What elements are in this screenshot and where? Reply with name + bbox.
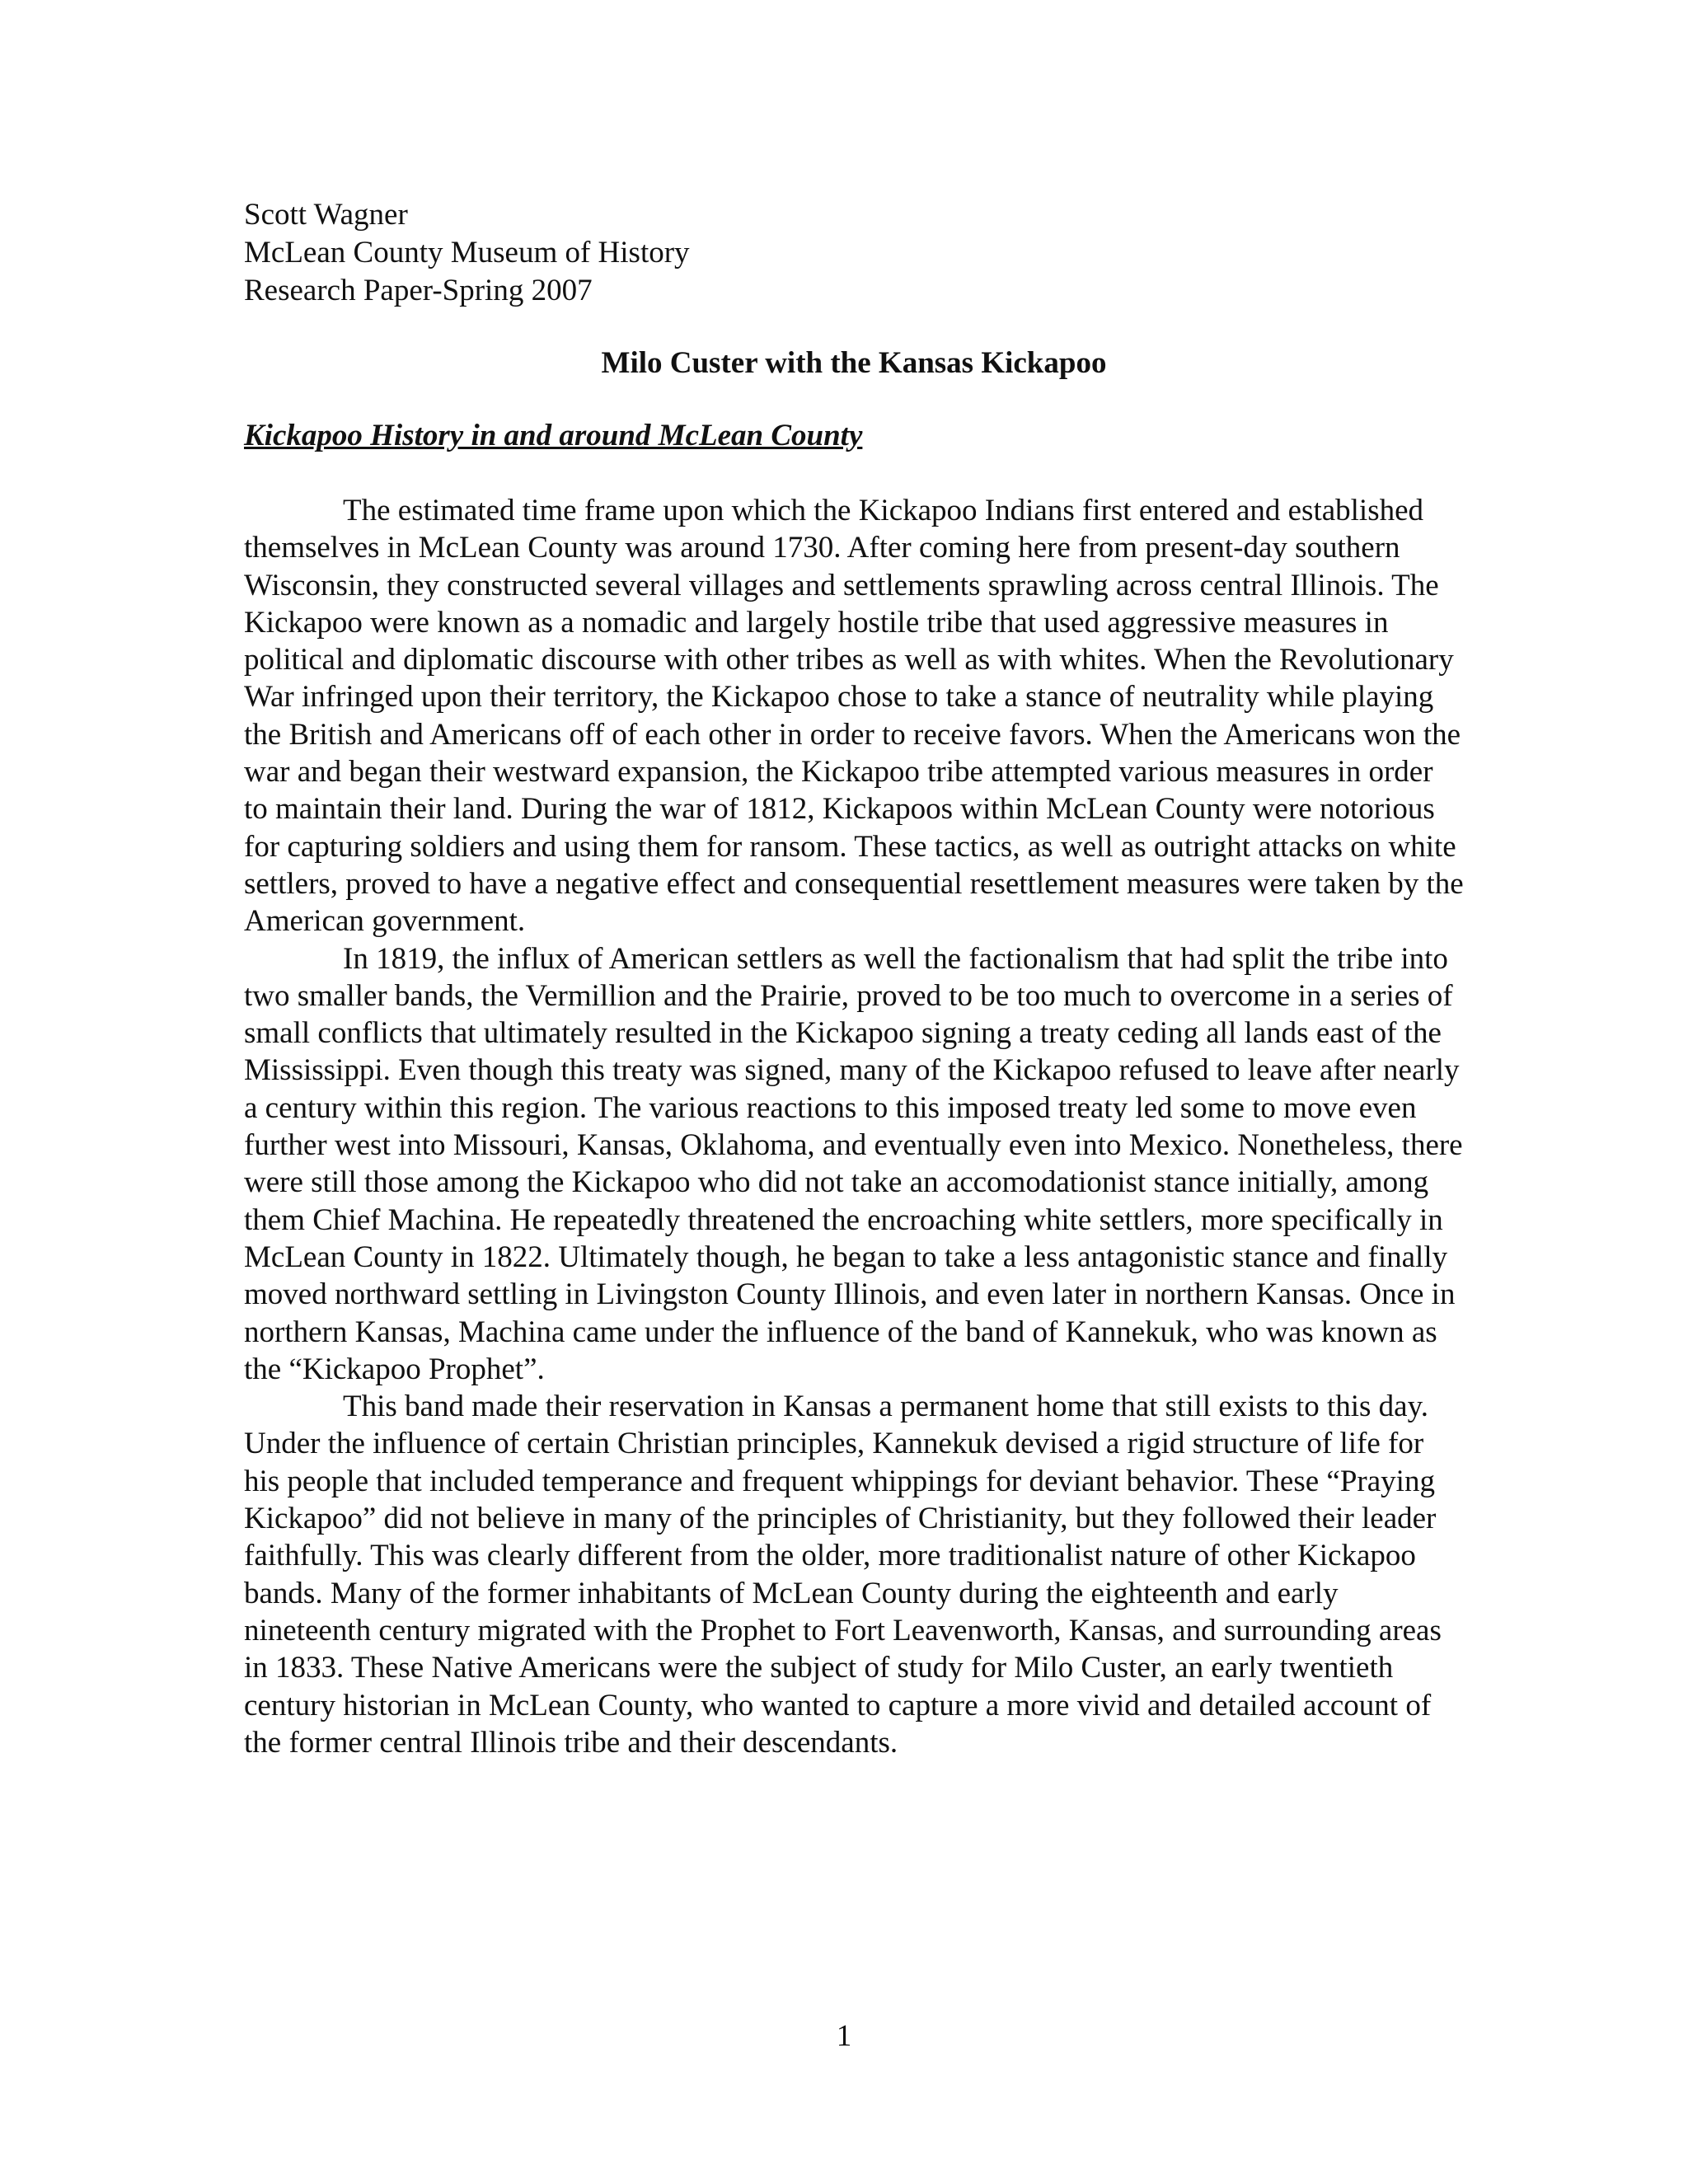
institution-name: McLean County Museum of History [244,236,690,269]
page-number: 1 [836,2019,852,2053]
paragraph-2: In 1819, the influx of American settlers as well the factionalism that had split the tribe into two smaller bands, the Vermillion and the Prairie, proved to be too much to overcome in a series of small conflicts that ultimately resulted in the Kickapoo signing a treaty ceding all lands east of the Mississippi. Even though this treaty was signed, many of the Kickapoo refused to leave after nearly a century within this region. The various reactions to this imposed treaty led some to move even further west into Missouri, Kansas, Oklahoma, and eventually even into Mexico. Nonetheless, there were still those among the Kickapoo who did not take an accomodationist stance initially, among them Chief Machina. He repeatedly threatened the encroaching white settlers, more specifically in McLean County in 1822. Ultimately though, he began to take a less antagonistic stance and finally moved northward settling in Livingston County Illinois, and even later in northern Kansas. Once in northern Kansas, Machina came under the influence of the band of Kannekuk, who was known as the “Kickapoo Prophet”. [244,941,1463,1386]
document-title: Milo Custer with the Kansas Kickapoo [601,346,1107,380]
author-name: Scott Wagner [244,198,408,232]
section-heading: Kickapoo History in and around McLean County [244,419,863,452]
paper-type: Research Paper-Spring 2007 [244,274,593,307]
body-text [244,492,1464,1761]
page-content [244,196,1464,1761]
paragraph-3: This band made their reservation in Kansas a permanent home that still exists to this day. Under the influence of certain Christian principles, Kannekuk devised a rigid structure of life for his people that included temperance and frequent whippings for deviant behavior. These “Praying Kickapoo” did not believe in many of the principles of Christianity, but they followed their leader faithfully. This was clearly different from the older, more traditionalist nature of other Kickapoo bands. Many of the former inhabitants of McLean County during the eighteenth and early nineteenth century migrated with the Prophet to Fort Leavenworth, Kansas, and surrounding areas in 1833. These Native Americans were the subject of study for Milo Custer, an early twentieth century historian in McLean County, who wanted to capture a more vivid and detailed account of the former central Illinois tribe and their descendants. [244,1390,1442,1760]
paragraph-1: The estimated time frame upon which the Kickapoo Indians first entered and established themselves in McLean County was around 1730. After coming here from present-day southern Wisconsin, they constructed several villages and settlements sprawling across central Illinois. The Kickapoo were known as a nomadic and largely hostile tribe that used aggressive measures in political and diplomatic discourse with other tribes as well as with whites. When the Revolutionary War infringed upon their territory, the Kickapoo chose to take a stance of neutrality while playing the British and Americans off of each other in order to receive favors. When the Americans won the war and began their westward expansion, the Kickapoo tribe attempted various measures in order to maintain their land. During the war of 1812, Kickapoos within McLean County were notorious for capturing soldiers and using them for ransom. These tactics, as well as outright attacks on white settlers, proved to have a negative effect and consequential resettlement measures were taken by the American government. [244,494,1464,939]
